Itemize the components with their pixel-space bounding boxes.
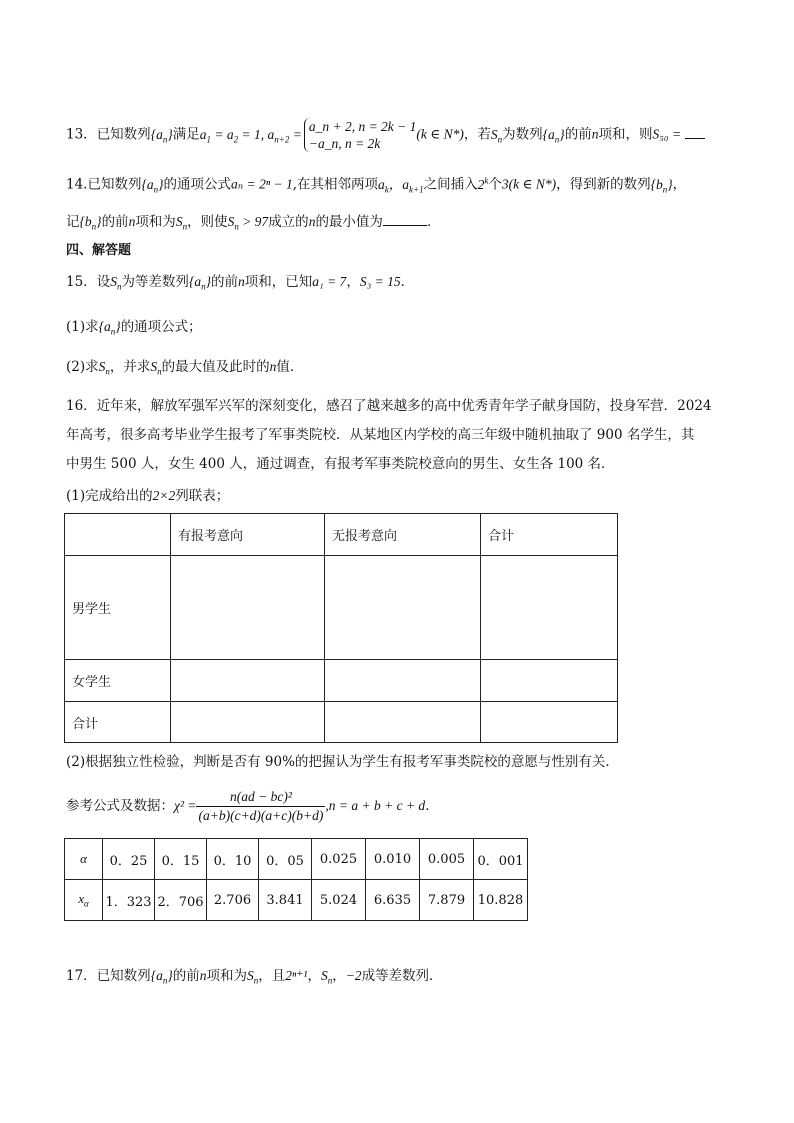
row-label: 合计 (65, 702, 171, 743)
question-16-para2: 年高考，很多高考毕业学生报考了军事类院校．从某地区内学校的高三年级中随机抽取了 900 名学生，其 (66, 427, 695, 443)
row-label: 男学生 (65, 556, 171, 660)
table-header-row (65, 514, 618, 556)
table-row (65, 702, 618, 743)
question-16-para3: 中男生 500 人，女生 400 人，通过调查，有报考军事类院校意向的男生、女生各 100 名． (66, 456, 615, 472)
question-17: 17．已知数列$\{a_n\}$的前n项和为$S_n$，且2ⁿ⁺¹，$S_n$，−2成等差数列． (66, 968, 443, 986)
table-cell: 10.828 (474, 880, 528, 921)
table-row (65, 880, 528, 921)
table-cell: 2.706 (207, 880, 259, 921)
question-15-part2: (2)求$S_n$，并求$S_n$的最大值及此时的n值． (66, 359, 304, 377)
answer-blank-13[interactable] (685, 138, 705, 139)
table-cell: 0．10 (207, 839, 259, 880)
table-header-cell: 合计 (481, 514, 618, 556)
table-cell-empty[interactable] (481, 702, 618, 743)
table-cell-empty[interactable] (481, 660, 618, 702)
table-cell-empty[interactable] (171, 556, 325, 660)
table-cell: 6.635 (366, 880, 420, 921)
table-row (65, 839, 528, 880)
table-cell-empty[interactable] (325, 702, 481, 743)
table-cell: 2．706 (155, 880, 207, 921)
table-header-cell: 无报考意向 (325, 514, 481, 556)
piecewise-brace: a_n + 2, n = 2k − 1 −a_n, n = 2k (304, 118, 417, 152)
table-cell: 0．05 (259, 839, 312, 880)
table-cell: 0．001 (474, 839, 528, 880)
answer-blank-14[interactable] (383, 225, 427, 226)
chi-square-fraction: $\frac{\text{n(ad − bc)²}}{(a+b)(c+d)(a+c)(b+d)}$ (198, 789, 324, 823)
table-cell-empty[interactable] (325, 556, 481, 660)
seq-a-symbol: $\{a_n\}$ (150, 126, 173, 145)
question-16-part1: (1)完成给出的2×2列联表； (66, 488, 230, 504)
table-cell: α (65, 839, 103, 880)
table-cell: 7.879 (420, 880, 474, 921)
question-14: 14.已知数列$\{a_n\}$的通项公式aₙ = 2ⁿ − 1,在其相邻两项$a_k$，$a_{k+1}$之间插入2$^k$个3(k ∈ N*)，得到新的数列$\{b_n\}$， (66, 175, 687, 195)
question-14-line2: 记$\{b_n\}$的前n项和为$S_n$，则使$S_n > 97$成立的n的最小值为 ． (66, 214, 441, 232)
table-cell: 0.005 (420, 839, 474, 880)
table-cell-empty[interactable] (325, 660, 481, 702)
table-cell: 0.025 (312, 839, 366, 880)
table-cell: 5.024 (312, 880, 366, 921)
table-cell: 0.010 (366, 839, 420, 880)
section-title: 四、解答题 (66, 243, 132, 258)
critical-value-table (64, 838, 528, 921)
question-13: 13．已知数列$\{a_n\}$满足$a_1 = a_2 = 1$, $a_{n+2}$ = a_n + 2, n = 2k − 1 −a_n, n = 2k (k ∈ N*)，若$S_n$为数列$\{a_n\}$的前n项和，则S₅₀ = (66, 118, 705, 152)
table-row (65, 556, 618, 660)
question-16-part2: (2)根据独立性检验，判断是否有 90%的把握认为学生有报考军事类院校的意愿与性别有关． (66, 754, 619, 770)
table-cell-empty[interactable] (481, 556, 618, 660)
question-15-part1: (1)求$\{a_n\}$的通项公式； (66, 319, 202, 337)
initial-terms: $a_1 = a_2 = 1$, $a_{n+2}$ = (199, 126, 302, 145)
table-cell-empty[interactable] (171, 660, 325, 702)
table-cell: $x_\alpha$ (65, 880, 103, 921)
table-cell: 1．323 (103, 880, 155, 921)
row-label: 女学生 (65, 660, 171, 702)
table-row (65, 660, 618, 702)
question-15: 15．设$S_n$为等差数列$\{a_n\}$的前n项和，已知a₁ = 7，S₃ = 15． (66, 274, 415, 292)
contingency-table (64, 513, 618, 743)
table-header-cell: 有报考意向 (171, 514, 325, 556)
table-header-cell (65, 514, 171, 556)
table-cell: 0．25 (103, 839, 155, 880)
table-cell: 3.841 (259, 880, 312, 921)
table-cell: 0．15 (155, 839, 207, 880)
reference-formula: 参考公式及数据：χ² = $\frac{\text{n(ad − bc)²}}{(a+b)(c+d)(a+c)(b+d)}$ ,n = a + b + c + d． (66, 789, 439, 823)
question-16-para1: 16．近年来，解放军强军兴军的深刻变化，感召了越来越多的高中优秀青年学子献身国防，投身军营．2024 (66, 398, 712, 414)
condition-k: (k ∈ N*) (416, 126, 464, 142)
table-cell-empty[interactable] (171, 702, 325, 743)
